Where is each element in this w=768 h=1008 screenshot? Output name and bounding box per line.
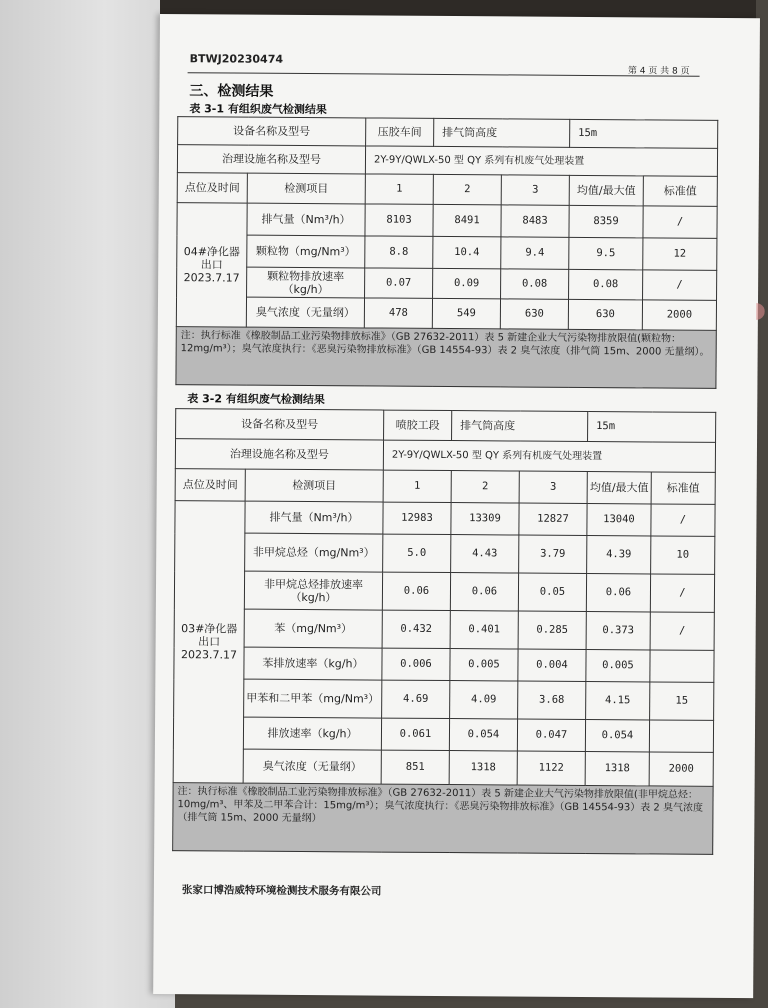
table1-col-std: 标准值 — [643, 176, 717, 207]
table-row — [177, 267, 717, 301]
table2-stack-value: 15m — [588, 411, 716, 442]
table2-std: 2000 — [649, 752, 713, 786]
table2-std — [649, 720, 713, 752]
table2-col-1: 1 — [383, 470, 451, 502]
table1-treatment-label: 治理设施名称及型号 — [177, 145, 365, 174]
table2-treatment-value: 2Y-9Y/QWLX-50 型 QY 系列有机废气处理装置 — [383, 440, 715, 472]
table1-col-item: 检测项目 — [247, 173, 365, 204]
table1-avg: 630 — [568, 299, 642, 330]
table2-std: / — [651, 504, 715, 536]
table2-value: 0.401 — [450, 611, 518, 649]
table2-value: 851 — [381, 750, 449, 784]
table2-item: 臭气浓度（无量纲） — [243, 749, 381, 784]
table1-value: 0.08 — [501, 269, 569, 299]
table2-value: 0.06 — [382, 572, 450, 610]
table-row — [173, 717, 713, 753]
table2-item: 甲苯和二甲苯（mg/Nm³） — [244, 679, 382, 718]
table1-avg: 9.5 — [569, 237, 643, 270]
table2-value: 13309 — [451, 503, 519, 535]
table1-value: 630 — [500, 299, 568, 329]
table1-std: / — [643, 206, 717, 239]
table2-value: 0.047 — [517, 719, 585, 751]
table2-std: 15 — [650, 682, 714, 720]
table2-stack-label: 排气筒高度 — [452, 411, 588, 442]
table1-caption: 表 3-1 有组织废气检测结果 — [189, 102, 327, 117]
table1-item: 颗粒物（mg/Nm³） — [247, 235, 365, 268]
red-stamp-edge: ◗ — [754, 298, 767, 324]
table2-avg: 1318 — [585, 751, 649, 785]
table1-item: 臭气浓度（无量纲） — [246, 297, 364, 328]
table1-std: 2000 — [642, 300, 716, 331]
table2-item: 苯排放速率（kg/h） — [244, 647, 382, 680]
table2-avg: 0.06 — [586, 573, 650, 611]
table1-col-3: 3 — [501, 175, 569, 205]
table-row — [173, 749, 713, 787]
table2-value: 0.061 — [381, 718, 449, 750]
table1 — [175, 116, 718, 389]
table1-value: 10.4 — [433, 236, 501, 268]
table1-device-value: 压胶车间 — [366, 118, 434, 146]
table2-avg: 0.054 — [585, 719, 649, 751]
header-divider — [188, 72, 700, 77]
table2-value: 3.68 — [518, 681, 586, 719]
table2-note: 注：执行标准《橡胶制品工业污染物排放标准》（GB 27632-2011）表 5 新建企业大气污染物排放限值(非甲烷总烃：10mg/m³、甲苯及二甲苯合计：15mg/m³）；臭气浓度执行：《恶臭污染物排放标准》（GB 14554-93）表 2 臭气浓度（排气筒 15m、2000 无量纲） — [173, 783, 713, 855]
table2-value: 12827 — [519, 503, 587, 535]
table1-value: 549 — [432, 298, 500, 328]
table2-value: 0.285 — [518, 611, 586, 649]
table2-treatment-label: 治理设施名称及型号 — [175, 439, 383, 470]
table1-std: 12 — [643, 238, 717, 271]
table-row — [174, 609, 714, 651]
table-row — [174, 571, 714, 613]
table1-header-row — [177, 173, 717, 207]
table1-std: / — [643, 270, 717, 301]
table2-header-row — [175, 469, 715, 505]
background-left — [0, 0, 175, 1008]
table1-device-label: 设备名称及型号 — [178, 117, 366, 146]
table1-value: 8.8 — [365, 236, 433, 268]
table1-col-1: 1 — [365, 174, 433, 204]
table2-caption: 表 3-2 有组织废气检测结果 — [187, 392, 325, 407]
table2-value: 5.0 — [383, 534, 451, 572]
table2-std: 10 — [651, 536, 715, 574]
table1-col-avg: 均值/最大值 — [569, 175, 643, 206]
section-title: 三、检测结果 — [189, 83, 274, 100]
table1-stack-value: 15m — [570, 119, 718, 148]
table2-item: 非甲烷总烃排放速率（kg/h） — [244, 571, 382, 610]
table2-value: 0.054 — [449, 719, 517, 751]
table2-value: 0.004 — [518, 649, 586, 681]
table-row — [175, 533, 715, 575]
table2-avg: 4.39 — [587, 535, 651, 573]
table2-col-3: 3 — [519, 471, 587, 503]
table2-note-row — [173, 783, 713, 855]
table2-std: / — [650, 612, 714, 650]
table2-item: 非甲烷总烃（mg/Nm³） — [245, 533, 383, 572]
table2-value: 0.06 — [450, 573, 518, 611]
table2-value: 4.43 — [451, 535, 519, 573]
table1-stack-label: 排气筒高度 — [434, 118, 570, 147]
table2-col-avg: 均值/最大值 — [587, 471, 651, 503]
table-row — [177, 235, 717, 271]
table2-value: 4.09 — [450, 681, 518, 719]
table2-col-2: 2 — [451, 471, 519, 503]
table1-item: 颗粒物排放速率（kg/h） — [247, 267, 365, 298]
table-row — [177, 203, 717, 239]
table1-treatment-value: 2Y-9Y/QWLX-50 型 QY 系列有机废气处理装置 — [365, 146, 717, 176]
table1-value: 0.07 — [365, 268, 433, 298]
table2-avg: 0.373 — [586, 611, 650, 649]
table2-item: 苯（mg/Nm³） — [244, 609, 382, 648]
table2-std: / — [650, 574, 714, 612]
table2-value: 3.79 — [519, 535, 587, 573]
table2-device-label: 设备名称及型号 — [176, 409, 384, 440]
table-row — [175, 501, 715, 537]
table1-value: 8491 — [433, 204, 501, 236]
table2-value: 0.432 — [382, 610, 450, 648]
table1-value: 8103 — [365, 204, 433, 236]
table1-note-row — [176, 327, 716, 389]
page-info: 第 4 页 共 8 页 — [627, 66, 690, 77]
table2-avg: 4.15 — [586, 681, 650, 719]
table2-item: 排气量（Nm³/h） — [245, 501, 383, 534]
table2-treatment-row — [175, 439, 715, 473]
table1-device-row — [178, 117, 718, 149]
table1-avg: 8359 — [569, 205, 643, 238]
table1-note: 注：执行标准《橡胶制品工业污染物排放标准》（GB 27632-2011）表 5 新建企业大气污染物排放限值(颗粒物：12mg/m³）；臭气浓度执行：《恶臭污染物排放标准》（GB 14554-93）表 2 臭气浓度（排气筒 15m、2000 无量纲）。 — [176, 327, 716, 389]
table2 — [172, 408, 716, 855]
table1-value: 8483 — [501, 205, 569, 237]
table1-point: 04#净化器出口 2023.7.17 — [176, 203, 247, 327]
table1-treatment-row — [177, 145, 717, 177]
table2-value: 4.69 — [382, 680, 450, 718]
table1-value: 478 — [364, 298, 432, 328]
table2-device-value: 喷胶工段 — [384, 410, 452, 440]
document-page — [153, 14, 767, 998]
table1-col-2: 2 — [433, 174, 501, 204]
table1-value: 0.09 — [433, 268, 501, 298]
table2-item: 排放速率（kg/h） — [243, 717, 381, 750]
table2-col-point: 点位及时间 — [175, 469, 245, 501]
table1-value: 9.4 — [501, 237, 569, 269]
table-row — [174, 679, 714, 721]
table2-avg: 13040 — [587, 503, 651, 535]
table1-item: 排气量（Nm³/h） — [247, 203, 365, 236]
table1-col-point: 点位及时间 — [177, 173, 247, 203]
table2-point: 03#净化器出口 2023.7.17 — [173, 501, 245, 783]
table2-value: 0.006 — [382, 648, 450, 680]
report-number: BTWJ20230474 — [189, 52, 284, 66]
table2-std — [650, 650, 714, 682]
table-row — [176, 297, 716, 331]
table2-value: 12983 — [383, 502, 451, 534]
table2-value: 0.005 — [450, 649, 518, 681]
table2-device-row — [176, 409, 716, 443]
table2-value: 1318 — [449, 751, 517, 785]
table2-col-item: 检测项目 — [245, 469, 383, 502]
table2-value: 1122 — [517, 751, 585, 785]
table-row — [174, 647, 714, 683]
table1-avg: 0.08 — [569, 269, 643, 300]
company-footer: 张家口博浩威特环境检测技术服务有限公司 — [181, 884, 382, 898]
table2-col-std: 标准值 — [651, 472, 715, 504]
table2-value: 0.05 — [518, 573, 586, 611]
table2-avg: 0.005 — [586, 649, 650, 681]
